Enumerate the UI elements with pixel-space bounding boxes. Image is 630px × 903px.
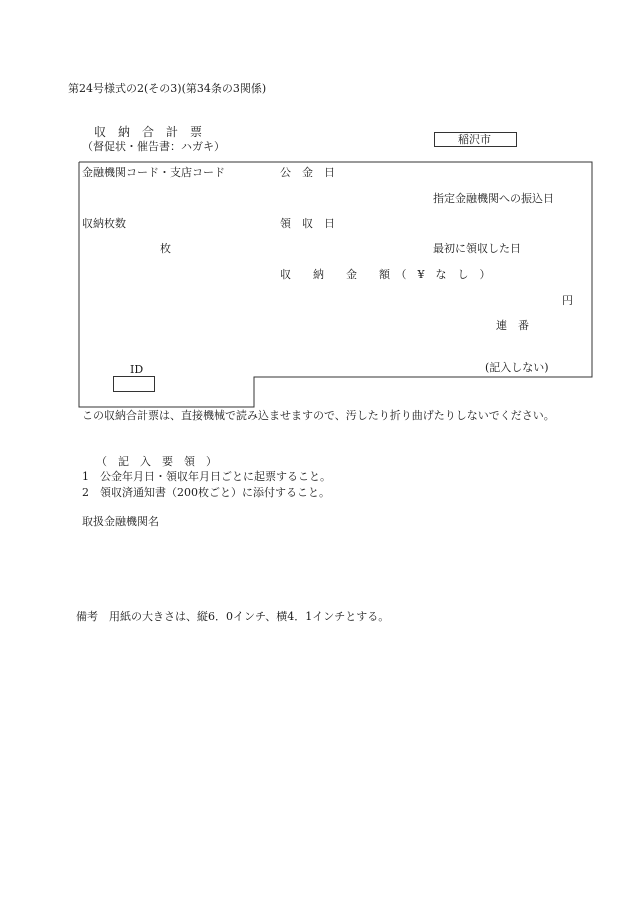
public-money-date-label: 公 金 日 [280,166,335,179]
sheets-unit: 枚 [160,242,171,255]
id-label: ID [130,363,144,376]
instructions-heading: （ 記 入 要 領 ） [96,455,217,468]
receipt-count-label: 収納枚数 [82,217,126,230]
instruction-text-1: 公金年月日・領収年月日ごとに起票すること。 [100,470,331,483]
instruction-number-2: 2 [82,486,89,499]
first-receipt-date-label: 最初に領収した日 [433,242,521,255]
form-number: 第24号様式の2(その3)(第34条の3関係) [68,82,267,95]
not-filled-note: (記入しない) [485,361,549,374]
id-box [113,376,155,392]
instruction-number-1: 1 [82,470,89,483]
yen-unit: 円 [562,294,573,307]
handling-notice: この収納合計票は、直接機械で読み込ませますので、汚したり折り曲げたりしないでください。 [82,409,555,422]
handling-bank-label: 取扱金融機関名 [82,515,159,528]
instruction-text-2: 領収済通知書（200枚ごと）に添付すること。 [100,486,330,499]
amount-label: 収 納 金 額 （ ¥ な し ） [280,268,491,281]
receipt-date-label: 領 収 日 [280,217,335,230]
transfer-date-label: 指定金融機関への振込日 [433,192,554,205]
form-title: 収 納 合 計 票 [94,125,203,139]
remarks: 備考 用紙の大きさは、縦6．0インチ、横4．1インチとする。 [76,610,390,623]
form-subtitle: （督促状・催告書：ハガキ） [82,140,225,153]
serial-number-label: 連 番 [496,319,529,332]
city-name: 稲沢市 [458,133,491,146]
bank-code-label: 金融機関コード・支店コード [82,166,225,179]
